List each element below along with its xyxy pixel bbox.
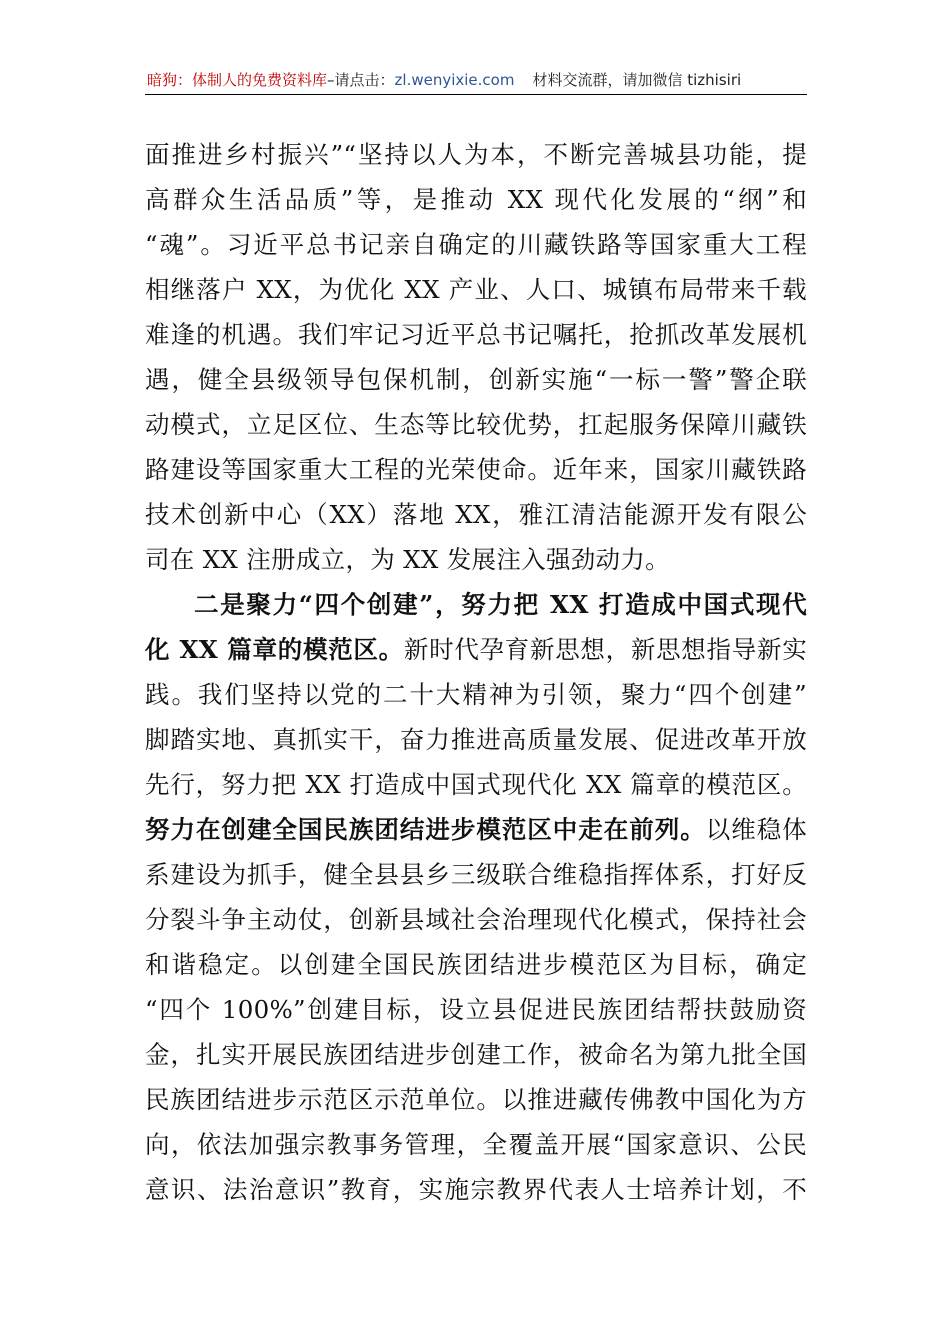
text-line: 脚踏实地、真抓实干，奋力推进高质量发展、促进改革开放 <box>145 725 807 754</box>
header-brand: 暗狗：体制人的免费资料库 <box>147 71 328 89</box>
text-line: 动模式，立足区位、生态等比较优势，扛起服务保障川藏铁 <box>145 410 807 439</box>
text-line: 努力在创建全国民族团结进步模范区中走在前列。以维稳体 <box>145 815 807 844</box>
section-heading-line <box>145 587 807 623</box>
header-cta: –请点击： <box>327 71 395 89</box>
header-url-link[interactable]: zl.wenyixie.com <box>394 71 515 89</box>
text-line: 先行，努力把 XX 打造成中国式现代化 XX 篇章的模范区。 <box>145 770 807 799</box>
text-line: “魂”。习近平总书记亲自确定的川藏铁路等国家重大工程 <box>145 230 807 259</box>
page-header <box>147 70 807 90</box>
text-line: 金，扎实开展民族团结进步创建工作，被命名为第九批全国 <box>145 1040 807 1069</box>
section-heading: 二是聚力“四个创建”，努力把 XX 打造成中国式现代 <box>194 590 807 619</box>
text-line: 践。我们坚持以党的二十大精神为引领，聚力“四个创建” <box>145 680 807 709</box>
text-line: 路建设等国家重大工程的光荣使命。近年来，国家川藏铁路 <box>145 455 807 484</box>
text-line: 高群众生活品质”等，是推动 XX 现代化发展的“纲”和 <box>145 185 807 214</box>
text-line: 遇，健全县级领导包保机制，创新实施“一标一警”警企联 <box>145 365 807 394</box>
text-line: “四个 100%”创建目标，设立县促进民族团结帮扶鼓励资 <box>145 995 807 1024</box>
text-line: 和谐稳定。以创建全国民族团结进步模范区为目标，确定 <box>145 950 807 979</box>
section-heading: 化 XX 篇章的模范区。 <box>145 635 404 664</box>
header-divider <box>145 94 807 95</box>
text-line: 面推进乡村振兴”“坚持以人为本，不断完善城县功能，提 <box>145 140 807 169</box>
text-line: 意识、法治意识”教育，实施宗教界代表人士培养计划，不 <box>145 1175 807 1204</box>
subsection-heading: 努力在创建全国民族团结进步模范区中走在前列。 <box>145 815 706 844</box>
text-line: 分裂斗争主动仗，创新县域社会治理现代化模式，保持社会 <box>145 905 807 934</box>
text-line: 司在 XX 注册成立，为 XX 发展注入强劲动力。 <box>145 545 670 574</box>
text-line: 难逢的机遇。我们牢记习近平总书记嘱托，抢抓改革发展机 <box>145 320 807 349</box>
text-line: 民族团结进步示范区示范单位。以推进藏传佛教中国化为方 <box>145 1085 807 1114</box>
text-line: 相继落户 XX，为优化 XX 产业、人口、城镇布局带来千载 <box>145 275 807 304</box>
text-line: 技术创新中心（XX）落地 XX，雅江清洁能源开发有限公 <box>145 500 807 529</box>
text-line: 系建设为抓手，健全县县乡三级联合维稳指挥体系，打好反 <box>145 860 807 889</box>
text-line: 化 XX 篇章的模范区。新时代孕育新思想，新思想指导新实 <box>145 635 807 664</box>
header-contact: 材料交流群，请加微信 tizhisiri <box>532 71 742 89</box>
text-line: 向，依法加强宗教事务管理，全覆盖开展“国家意识、公民 <box>145 1130 807 1159</box>
